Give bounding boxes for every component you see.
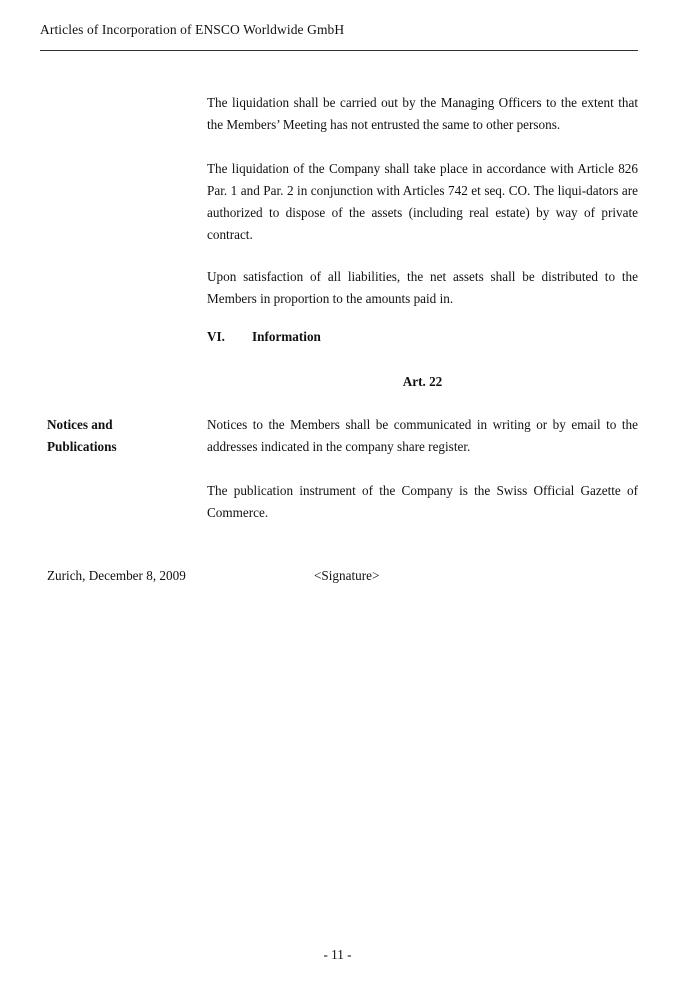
paragraph-notices: Notices to the Members shall be communicated in writing or by email to the addresses indicated in the company share register. [207,417,638,454]
header-title: Articles of Incorporation of ENSCO Worldwide GmbH [40,22,345,37]
paragraph-liquidation-officers: The liquidation shall be carried out by the Managing Officers to the extent that the Members’ Meeting has not entrusted the same to other persons. [207,95,638,132]
signoff-place-date: Zurich, December 8, 2009 [47,568,186,583]
margin-note-line: Publications [47,439,117,454]
paragraph-liquidation-procedure: The liquidation of the Company shall take place in accordance with Article 826 Par. 1 and Par. 2 in conjunction with Articles 742 et seq. CO. The liqui-dators are authorized to dispose of the assets (including real estate) by way of private contract. [207,161,638,242]
header-divider [40,50,638,51]
section-number: VI. [207,329,225,344]
article-number: Art. 22 [402,374,443,389]
section-title: Information [252,329,321,344]
margin-note-line: Notices and [47,417,113,432]
section-heading [207,329,321,345]
margin-note [47,414,187,458]
signoff-signature: <Signature> [314,568,380,583]
paragraph-net-assets: Upon satisfaction of all liabilities, the net assets shall be distributed to the Members in proportion to the amounts paid in. [207,269,638,306]
page-number: - 11 - [323,947,352,962]
paragraph-publication: The publication instrument of the Company is the Swiss Official Gazette of Commerce. [207,483,638,520]
